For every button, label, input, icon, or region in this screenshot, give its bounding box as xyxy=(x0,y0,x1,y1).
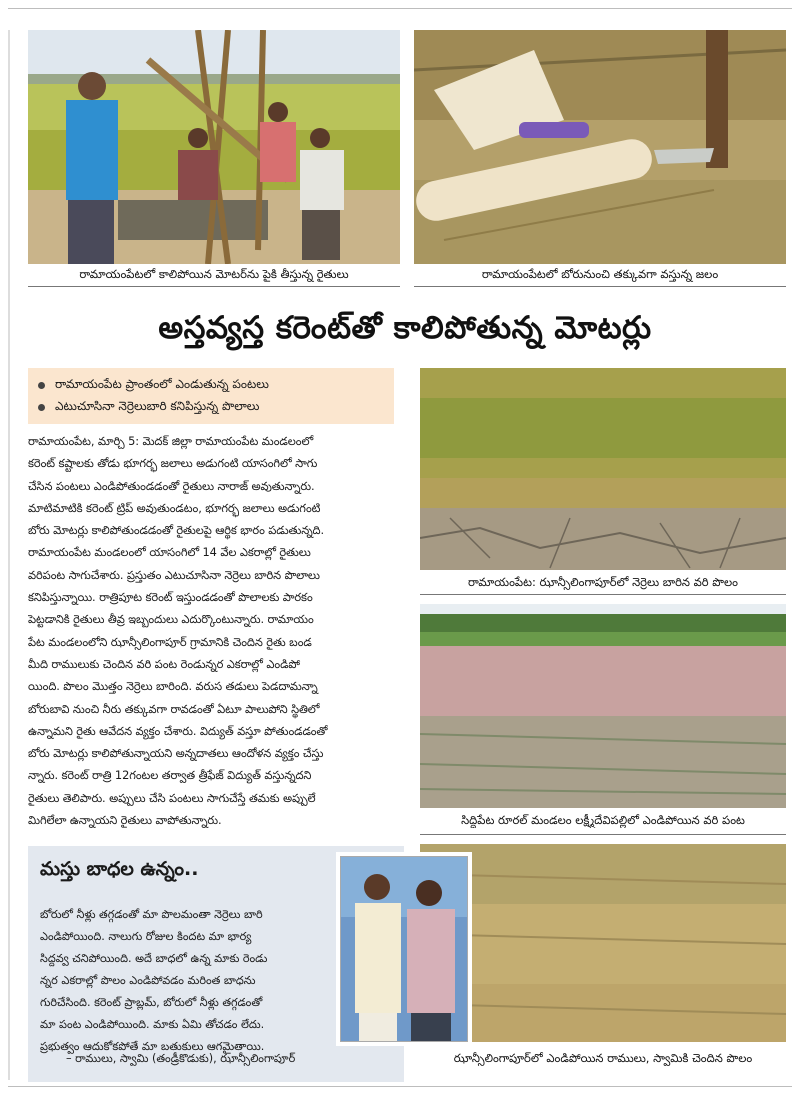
column-divider xyxy=(8,30,10,1080)
bullet-text: ఎటుచూసినా నెర్రెలుబారి కనిపిస్తున్న పొలాలు xyxy=(55,398,260,413)
body-line: న్నారు. కరెంట్ రాత్రి 12గంటల తర్వాత త్రీఫేజ్ విద్యుత్ వస్తున్నదని xyxy=(28,768,312,783)
quote-line: మా పంట ఎండిపోయింది. మాకు ఏమి తోచడం లేదు. xyxy=(40,1018,265,1031)
body-line: ఉన్నామని రైతు ఆవేదన వ్యక్తం చేశారు. విద్యుత్ వస్తూ పోతుండడంతో xyxy=(28,723,328,738)
quote-line: బోరులో నీళ్లు తగ్గడంతో మా పొలమంతా నెర్రెలు బారి xyxy=(40,908,263,921)
body-line: మాటిమాటికి కరెంట్ ట్రిప్ అవుతుండటం, భూగర్భ జలాలు అడుగంటి xyxy=(28,500,321,515)
photo-borewell-pipe xyxy=(414,30,786,264)
photo-dried-field-of-ramulu xyxy=(420,844,786,1042)
body-line: మిగిలేలా ఉన్నాయని రైతులు వాపోతున్నారు. xyxy=(28,813,222,828)
quote-line: సిద్దవ్వ చనిపోయింది. అదే బాధలో ఉన్న మాకు రెండు xyxy=(40,952,268,965)
body-line: రామాయంపేట, మార్చి 5: మెదక్ జిల్లా రామాయంపేట మండలంలో xyxy=(28,434,314,448)
body-line: యింది. పొలం మొత్తం నెర్రెలు బారింది. వరుస తడులు పెడదామన్నా xyxy=(28,679,318,694)
body-line: బోరు మోటర్లు కాలిపోతున్నాయని అన్నదాతలు ఆందోళన వ్యక్తం చేస్తు xyxy=(28,746,324,761)
bullet-item xyxy=(28,374,394,396)
body-line: కనిపిస్తున్నాయి. రాత్రిపూట కరెంట్ ఇస్తుండడంతో పొలాలకు పారకం xyxy=(28,590,313,605)
caption-top-right: రామాయంపేటలో బోరునుంచి తక్కువగా వస్తున్న జలం xyxy=(481,267,719,281)
quote-line: ఎండిపోయింది. నాలుగు రోజుల కిందట మా భార్య xyxy=(40,930,252,943)
caption-right-1: రామాయంపేట: ఝాన్సీలింగాపూర్‌లో నెర్రెలు బారిన వరి పొలం xyxy=(468,575,738,589)
bullet-dot-icon xyxy=(38,404,45,411)
caption-right-3: ఝాన్సీలింగాపూర్‌లో ఎండిపోయిన రాములు, స్వామికి చెందిన పొలం xyxy=(453,1051,753,1065)
highlight-bullets xyxy=(28,368,394,424)
body-line: మీది రాములుకు చెందిన వరి పంట రెండున్నర ఎకరాల్లో ఎండిపో xyxy=(28,656,300,671)
body-line: కరెంట్ కష్టాలకు తోడు భూగర్భ జలాలు అడుగంటి యాసంగిలో సాగు xyxy=(28,456,318,471)
quote-line: న్నర ఎకరాల్లో పొలం ఎండిపోవడం మరింత బాధను xyxy=(40,974,256,987)
body-line: వరిపంట సాగుచేశారు. ప్రస్తుతం ఎటుచూసినా నెర్రెలు బారిన పొలాలు xyxy=(28,567,320,582)
caption-rule xyxy=(420,834,786,835)
caption-rule xyxy=(28,286,400,287)
body-line: చేసిన పంటలు ఎండిపోతుండడంతో రైతులు నారాజ్ అవుతున్నారు. xyxy=(28,478,315,493)
quote-signature: – రాములు, స్వామి (తండ్రీకొడుకు), ఝాన్సీలింగాపూర్ xyxy=(66,1052,296,1065)
article-body xyxy=(28,430,398,830)
quote-text xyxy=(40,904,340,1058)
photo-farmers-portrait xyxy=(340,856,468,1042)
quote-line: గురిచేసింది. కరెంట్ ప్రాబ్లమ్, బోరులో నీళ్లు తగ్గడంతో xyxy=(40,996,263,1009)
photo-dried-paddy-crop xyxy=(420,604,786,808)
bullet-dot-icon xyxy=(38,382,45,389)
photo-farmers-lifting-motor xyxy=(28,30,400,264)
caption-rule xyxy=(420,594,786,595)
bullet-item xyxy=(28,396,394,418)
caption-rule xyxy=(414,286,786,287)
headline: అస్తవ్యస్త కరెంట్‌తో కాలిపోతున్న మోటర్లు xyxy=(158,310,652,346)
body-line: పెట్టడానికి రైతులు తీవ్ర ఇబ్బందులు ఎదుర్కొంటున్నారు. రామాయం xyxy=(28,612,314,627)
bullet-text: రామాయంపేట ప్రాంతంలో ఎండుతున్న పంటలు xyxy=(55,376,269,391)
quote-heading: మస్తు బాధల ఉన్నం.. xyxy=(40,858,199,880)
caption-right-2: సిద్దిపేట రూరల్ మండలం లక్ష్మీదేవిపల్లిలో ఎండిపోయిన వరి పంట xyxy=(461,813,745,827)
caption-top-left: రామాయంపేటలో కాలిపోయిన మోటర్‌ను పైకి తీస్తున్న రైతులు xyxy=(79,267,349,281)
photo-cracked-paddy-field xyxy=(420,368,786,570)
quote-line: ప్రభుత్వం ఆదుకోకపోతే మా బతుకులు ఆగమైతాయి. xyxy=(40,1040,265,1053)
body-line: పేట మండలంలోని ఝాన్సీలింగాపూర్ గ్రామానికి చెందిన రైతు బండ xyxy=(28,634,312,649)
body-line: రామాయంపేట మండలంలో యాసంగిలో 14 వేల ఎకరాల్లో రైతులు xyxy=(28,545,311,560)
body-line: బోరుబావి నుంచి నీరు తక్కువగా రావడంతో ఏటూ పాలుపోని స్థితిలో xyxy=(28,701,320,716)
body-line: బోరు మోటర్లు కాలిపోతుండడంతో రైతులపై ఆర్థిక భారం పడుతున్నది. xyxy=(28,523,325,538)
body-line: రైతులు తెలిపారు. అప్పులు చేసి పంటలు సాగుచేస్తే తమకు అప్పులే xyxy=(28,790,316,805)
